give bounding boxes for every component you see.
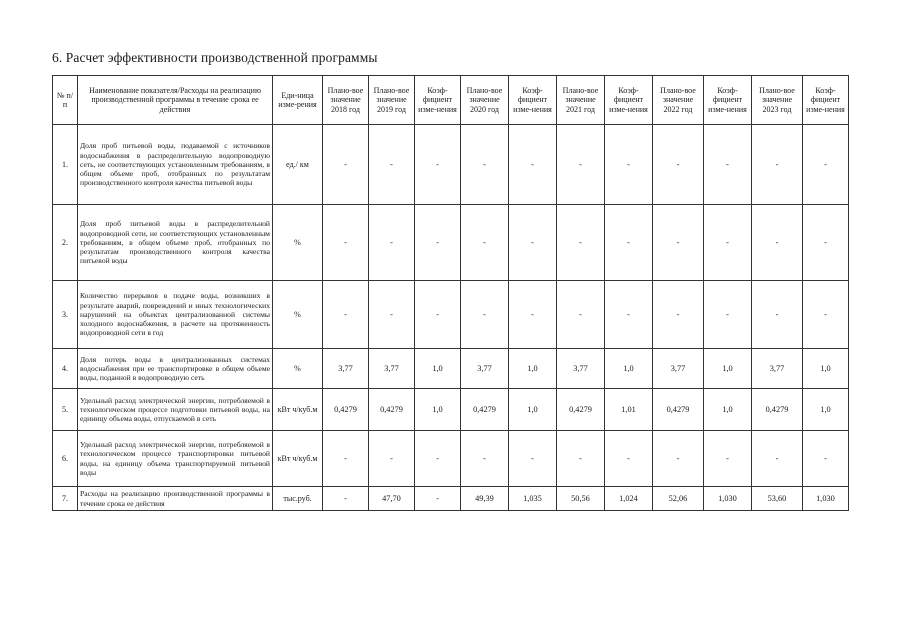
value-cell: - xyxy=(752,281,803,349)
page-title: 6. Расчет эффективности производственной программы xyxy=(52,50,378,65)
unit-cell: ед./ км xyxy=(273,125,323,205)
value-cell: - xyxy=(323,281,369,349)
col-header-unit: Еди-ница изме-рения xyxy=(273,76,323,125)
unit-cell: % xyxy=(273,349,323,389)
value-cell: 52,06 xyxy=(653,487,704,511)
value-cell: 1,0 xyxy=(704,389,752,431)
value-cell: - xyxy=(369,281,415,349)
value-cell: - xyxy=(653,281,704,349)
value-cell: - xyxy=(605,431,653,487)
value-cell: - xyxy=(803,205,849,281)
value-cell: 1,0 xyxy=(803,349,849,389)
value-cell: 1,0 xyxy=(509,389,557,431)
value-cell: - xyxy=(704,281,752,349)
value-cell: - xyxy=(704,125,752,205)
unit-cell: тыс.руб. xyxy=(273,487,323,511)
value-cell: - xyxy=(557,431,605,487)
value-cell: - xyxy=(369,125,415,205)
row-number: 1. xyxy=(53,125,78,205)
value-cell: - xyxy=(803,281,849,349)
value-cell: 0,4279 xyxy=(369,389,415,431)
value-cell: - xyxy=(509,281,557,349)
row-number: 3. xyxy=(53,281,78,349)
value-cell: 1,0 xyxy=(415,349,461,389)
value-cell: - xyxy=(369,431,415,487)
value-cell: 1,035 xyxy=(509,487,557,511)
value-cell: 49,39 xyxy=(461,487,509,511)
value-cell: 47,70 xyxy=(369,487,415,511)
indicator-name: Удельный расход электрической энергии, потребляемой в технологическом процессе подготовки питьевой воды, на единицу объема воды, отпускаемой в сеть xyxy=(78,389,273,431)
row-number: 7. xyxy=(53,487,78,511)
value-cell: - xyxy=(323,125,369,205)
value-cell: - xyxy=(752,431,803,487)
value-cell: - xyxy=(557,281,605,349)
table-row xyxy=(53,487,849,511)
value-cell: 0,4279 xyxy=(461,389,509,431)
indicator-name: Расходы на реализацию производственной программы в течение срока ее действия xyxy=(78,487,273,511)
value-cell: - xyxy=(509,125,557,205)
col-header-3: Плано-вое значение 2018 год xyxy=(323,76,369,125)
value-cell: - xyxy=(509,431,557,487)
unit-cell: % xyxy=(273,281,323,349)
value-cell: - xyxy=(605,205,653,281)
value-cell: - xyxy=(415,205,461,281)
row-number: 6. xyxy=(53,431,78,487)
col-header-12: Плано-вое значение 2023 год xyxy=(752,76,803,125)
unit-cell: % xyxy=(273,205,323,281)
value-cell: 1,030 xyxy=(704,487,752,511)
col-header-8: Плано-вое значение 2021 год xyxy=(557,76,605,125)
value-cell: - xyxy=(323,205,369,281)
value-cell: - xyxy=(369,205,415,281)
value-cell: 1,0 xyxy=(509,349,557,389)
indicator-name: Доля проб питьевой воды в распределительной водопроводной сети, не соответствующих установленным требованиям, в общем объеме проб, отобранных по результатам производственного контроля качества питьевой воды xyxy=(78,205,273,281)
value-cell: - xyxy=(704,205,752,281)
value-cell: - xyxy=(803,431,849,487)
table-row xyxy=(53,389,849,431)
col-header-5: Коэф-фициент изме-нения xyxy=(415,76,461,125)
col-header-6: Плано-вое значение 2020 год xyxy=(461,76,509,125)
value-cell: - xyxy=(415,487,461,511)
value-cell: 0,4279 xyxy=(653,389,704,431)
value-cell: 3,77 xyxy=(752,349,803,389)
value-cell: - xyxy=(461,205,509,281)
table-header-row xyxy=(53,76,849,125)
value-cell: 50,56 xyxy=(557,487,605,511)
value-cell: 3,77 xyxy=(461,349,509,389)
efficiency-table xyxy=(52,75,849,511)
value-cell: - xyxy=(605,125,653,205)
col-header-4: Плано-вое значение 2019 год xyxy=(369,76,415,125)
value-cell: - xyxy=(653,431,704,487)
value-cell: - xyxy=(653,125,704,205)
value-cell: - xyxy=(415,281,461,349)
value-cell: - xyxy=(803,125,849,205)
value-cell: 3,77 xyxy=(323,349,369,389)
value-cell: 1,0 xyxy=(803,389,849,431)
value-cell: - xyxy=(752,125,803,205)
indicator-name: Доля потерь воды в централизованных системах водоснабжения при ее транспортировке в общем объеме воды, поданной в водопроводную сеть xyxy=(78,349,273,389)
value-cell: 3,77 xyxy=(369,349,415,389)
value-cell: 3,77 xyxy=(653,349,704,389)
table-row xyxy=(53,281,849,349)
table-row xyxy=(53,349,849,389)
value-cell: - xyxy=(323,487,369,511)
value-cell: 1,01 xyxy=(605,389,653,431)
value-cell: - xyxy=(461,281,509,349)
value-cell: - xyxy=(557,125,605,205)
col-header-11: Коэф-фициент изме-нения xyxy=(704,76,752,125)
value-cell: - xyxy=(704,431,752,487)
value-cell: - xyxy=(605,281,653,349)
value-cell: 1,0 xyxy=(605,349,653,389)
value-cell: - xyxy=(415,431,461,487)
value-cell: 0,4279 xyxy=(752,389,803,431)
col-header-13: Коэф-фициент изме-нения xyxy=(803,76,849,125)
row-number: 5. xyxy=(53,389,78,431)
value-cell: 1,030 xyxy=(803,487,849,511)
col-header-num: № п/п xyxy=(53,76,78,125)
col-header-7: Коэф-фициент изме-нения xyxy=(509,76,557,125)
value-cell: - xyxy=(509,205,557,281)
value-cell: - xyxy=(557,205,605,281)
value-cell: 3,77 xyxy=(557,349,605,389)
value-cell: 0,4279 xyxy=(323,389,369,431)
row-number: 4. xyxy=(53,349,78,389)
value-cell: 53,60 xyxy=(752,487,803,511)
row-number: 2. xyxy=(53,205,78,281)
value-cell: - xyxy=(461,431,509,487)
indicator-name: Доля проб питьевой воды, подаваемой с источников водоснабжения в распределительную водопроводную сеть, не соответствующих установленным требованиям, в общем объеме проб, отобранных по результатам производственного контроля качества питьевой воды xyxy=(78,125,273,205)
indicator-name: Удельный расход электрической энергии, потребляемой в технологическом процессе транспортировки питьевой воды, на единицу объема транспортируемой питьевой воды xyxy=(78,431,273,487)
value-cell: 1,024 xyxy=(605,487,653,511)
col-header-9: Коэф-фициент изме-нения xyxy=(605,76,653,125)
value-cell: - xyxy=(752,205,803,281)
value-cell: - xyxy=(653,205,704,281)
indicator-name: Количество перерывов в подаче воды, возникших в результате аварий, повреждений и иных технологических нарушений на объектах централизованной системы холодного водоснабжения, в расчете на протяженность водопроводной сети в год xyxy=(78,281,273,349)
table-row xyxy=(53,205,849,281)
col-header-10: Плано-вое значение 2022 год xyxy=(653,76,704,125)
value-cell: 1,0 xyxy=(415,389,461,431)
unit-cell: кВт ч/куб.м xyxy=(273,389,323,431)
value-cell: - xyxy=(323,431,369,487)
value-cell: - xyxy=(415,125,461,205)
table-row xyxy=(53,125,849,205)
col-header-name: Наименование показателя/Расходы на реализацию производственной программы в течение срока ее действия xyxy=(78,76,273,125)
value-cell: 1,0 xyxy=(704,349,752,389)
unit-cell: кВт ч/куб.м xyxy=(273,431,323,487)
value-cell: 0,4279 xyxy=(557,389,605,431)
value-cell: - xyxy=(461,125,509,205)
table-row xyxy=(53,431,849,487)
